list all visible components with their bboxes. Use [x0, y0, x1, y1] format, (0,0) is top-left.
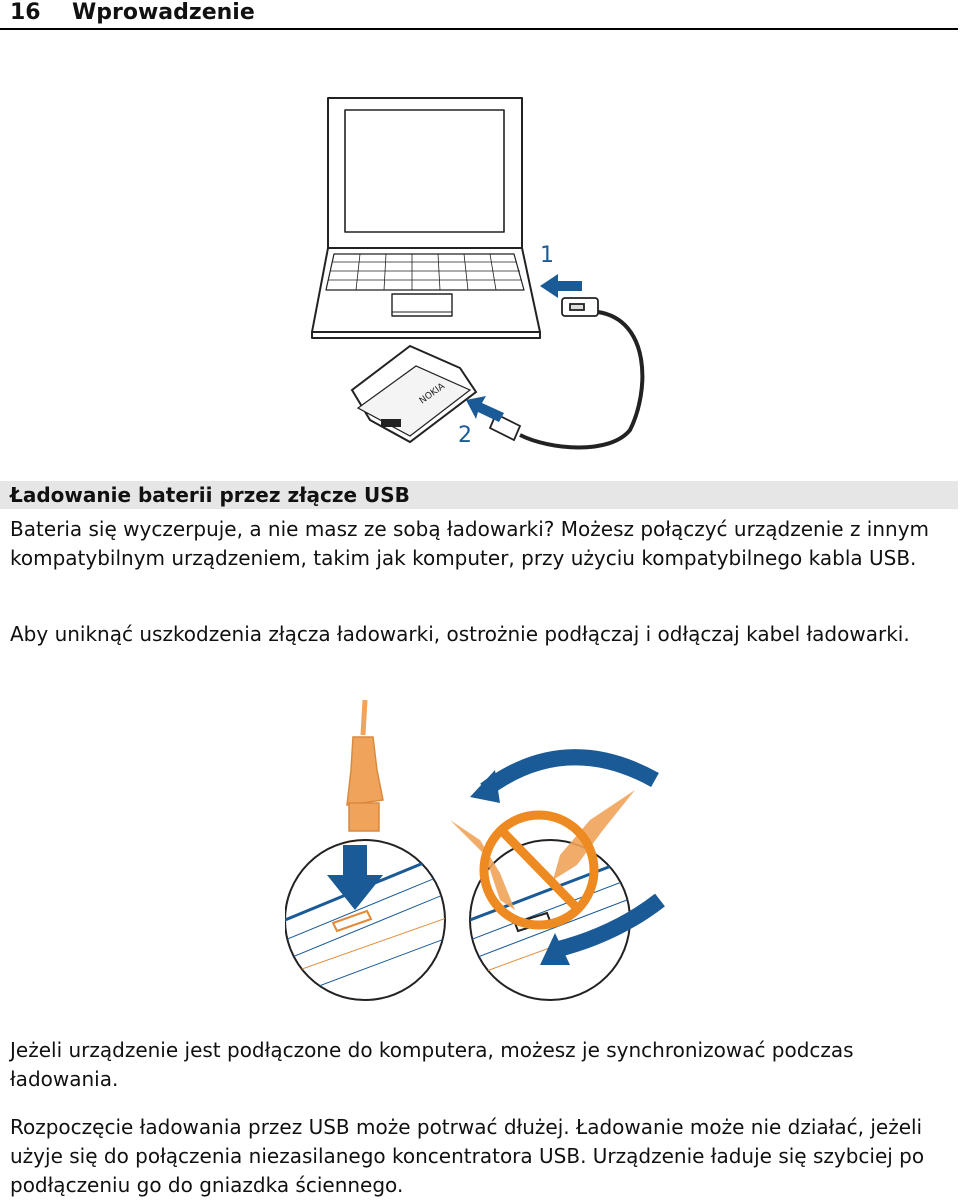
paragraph-1: Bateria się wyczerpuje, a nie masz ze sobą ładowarki? Możesz połączyć urządzenie z innym kompatybilnym urządzeniem, takim jak komputer, przy użyciu kompatybilnego kabla USB.	[10, 517, 930, 570]
section-header	[0, 481, 958, 509]
section-title: Ładowanie baterii przez złącze USB	[10, 483, 410, 507]
usb-plug-computer	[562, 298, 598, 316]
svg-text:NOKIA: NOKIA	[417, 381, 447, 407]
plug-insertion-illustration	[285, 695, 685, 1015]
rotate-arrow-top	[485, 757, 655, 790]
laptop-screen	[328, 98, 522, 248]
correct-insertion-view	[285, 700, 455, 1000]
header-title: Wprowadzenie	[72, 0, 255, 25]
step-1-label: 1	[540, 243, 554, 268]
page-number: 16	[10, 0, 41, 25]
incorrect-insertion-view	[450, 757, 660, 1000]
arrow-step-2	[466, 396, 504, 422]
step-2-label: 2	[458, 423, 472, 448]
paragraph-3: Jeżeli urządzenie jest podłączone do komputera, możesz je synchronizować podczas ładowania.	[10, 1038, 854, 1091]
usb-connection-illustration	[300, 90, 680, 460]
arrow-step-1	[540, 274, 582, 298]
page-header	[0, 0, 958, 30]
paragraph-2: Aby uniknąć uszkodzenia złącza ładowarki, ostrożnie podłączaj i odłączaj kabel ładowarki.	[10, 622, 910, 646]
paragraph-4: Rozpoczęcie ładowania przez USB może potrwać dłużej. Ładowanie może nie działać, jeżeli użyje się do połączenia niezasilanego koncentratora USB. Urządzenie ładuje się szybciej po podłączeniu go do gniazdka ściennego.	[10, 1115, 925, 1197]
